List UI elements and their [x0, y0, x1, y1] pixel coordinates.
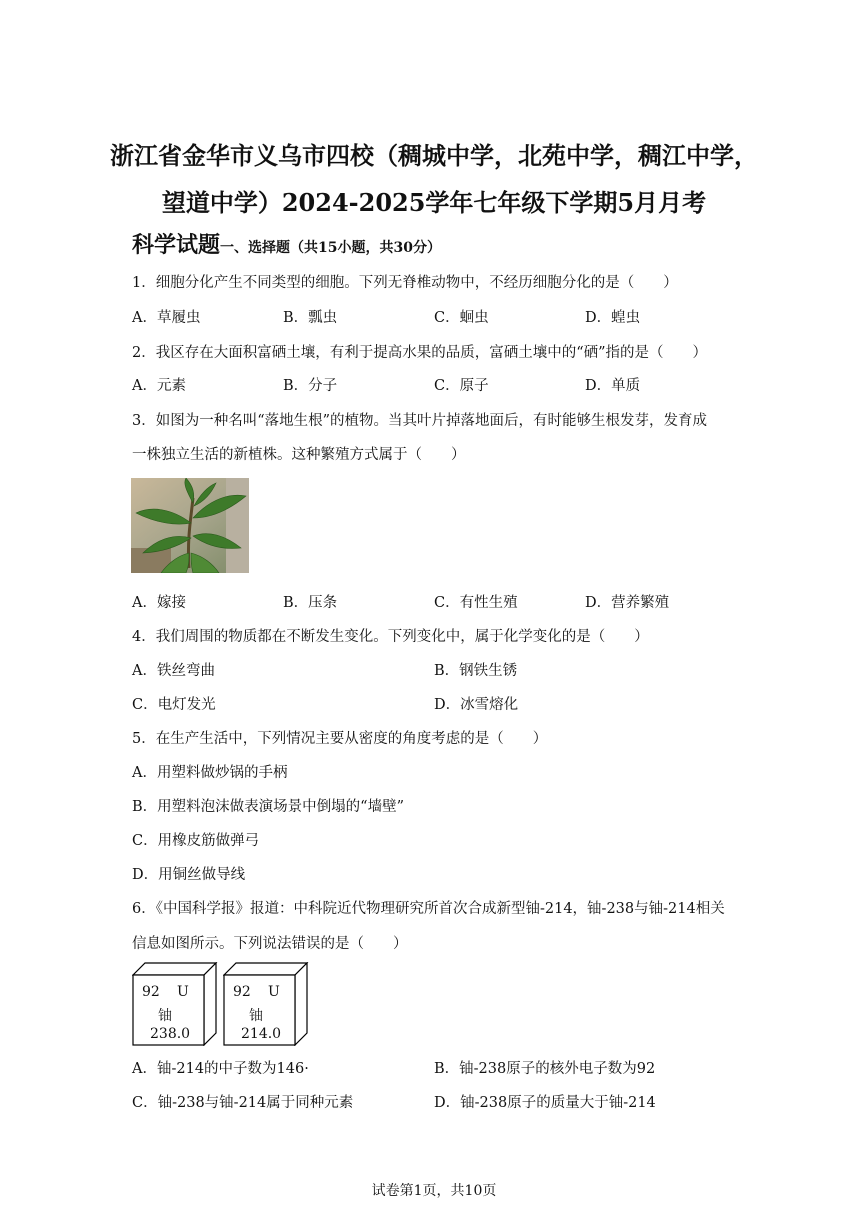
q6-option-c: C．铀-238与铀-214属于同种元素 [132, 1095, 354, 1111]
plant-photo [131, 478, 249, 573]
q3-option-c: C．有性生殖 [434, 595, 518, 611]
q2-option-d: D．单质 [585, 378, 641, 394]
question-3-stem-line-1: 3．如图为一种名叫“落地生根”的植物。当其叶片掉落地面后，有时能够生根发芽，发育成 [132, 413, 708, 429]
q4-option-d: D．冰雪熔化 [434, 697, 519, 713]
title-line-3: 科学试题 [132, 232, 221, 258]
element-2-mass: 214.0 [241, 1026, 282, 1042]
q3-option-a: A．嫁接 [132, 595, 186, 611]
element-2-name: 铀 [249, 1008, 263, 1024]
q1-option-a: A．草履虫 [132, 310, 201, 326]
q5-option-d: D．用铜丝做导线 [132, 867, 246, 883]
title-line-2: 望道中学）2024-2025学年七年级下学期5月月考 [161, 188, 707, 217]
section-title: 一、选择题（共15小题，共30分） [220, 240, 441, 256]
q1-option-c: C．蛔虫 [434, 310, 489, 326]
question-6-stem-line-1: 6．《中国科学报》报道：中科院近代物理研究所首次合成新型铀-214，铀-238与铀-214相关 [132, 901, 725, 917]
q4-option-c: C．电灯发光 [132, 697, 216, 713]
q2-option-c: C．原子 [434, 378, 489, 394]
q1-option-b: B．瓢虫 [283, 310, 338, 326]
q6-option-b: B．铀-238原子的核外电子数为92 [434, 1061, 656, 1077]
element-1-number: 92 [142, 984, 160, 1000]
element-1-symbol: U [177, 984, 189, 1000]
q1-option-d: D．蝗虫 [585, 310, 641, 326]
q3-option-d: D．营养繁殖 [585, 595, 670, 611]
question-6-stem-line-2: 信息如图所示。下列说法错误的是（ ） [132, 936, 408, 952]
element-2-number: 92 [233, 984, 251, 1000]
q3-option-b: B．压条 [283, 595, 338, 611]
question-5-stem: 5．在生产生活中，下列情况主要从密度的角度考虑的是（ ） [132, 731, 548, 747]
q5-option-c: C．用橡皮筋做弹弓 [132, 833, 260, 849]
question-3-stem-line-2: 一株独立生活的新植株。这种繁殖方式属于（ ） [132, 447, 466, 463]
q6-option-a: A．铀-214的中子数为146· [132, 1061, 309, 1077]
q5-option-a: A．用塑料做炒锅的手柄 [132, 765, 288, 781]
page-footer: 试卷第1页，共10页 [371, 1183, 497, 1199]
q6-option-d: D．铀-238原子的质量大于铀-214 [434, 1095, 656, 1111]
q5-option-b: B．用塑料泡沫做表演场景中倒塌的“墙壁” [132, 799, 404, 815]
question-1-stem: 1．细胞分化产生不同类型的细胞。下列无脊椎动物中，不经历细胞分化的是（ ） [132, 275, 678, 291]
question-4-stem: 4．我们周围的物质都在不断发生变化。下列变化中，属于化学变化的是（ ） [132, 629, 649, 645]
element-1-mass: 238.0 [150, 1026, 191, 1042]
q4-option-b: B．钢铁生锈 [434, 663, 518, 679]
q2-option-a: A．元素 [132, 378, 186, 394]
section-heading [132, 228, 441, 259]
element-1-name: 铀 [158, 1008, 172, 1024]
question-2-stem: 2．我区存在大面积富硒土壤，有利于提高水果的品质，富硒土壤中的“硒”指的是（ ） [132, 345, 708, 361]
q4-option-a: A．铁丝弯曲 [132, 663, 215, 679]
element-2-symbol: U [268, 984, 280, 1000]
q2-option-b: B．分子 [283, 378, 338, 394]
title-line-1: 浙江省金华市义乌市四校（稠城中学，北苑中学，稠江中学， [110, 141, 758, 170]
